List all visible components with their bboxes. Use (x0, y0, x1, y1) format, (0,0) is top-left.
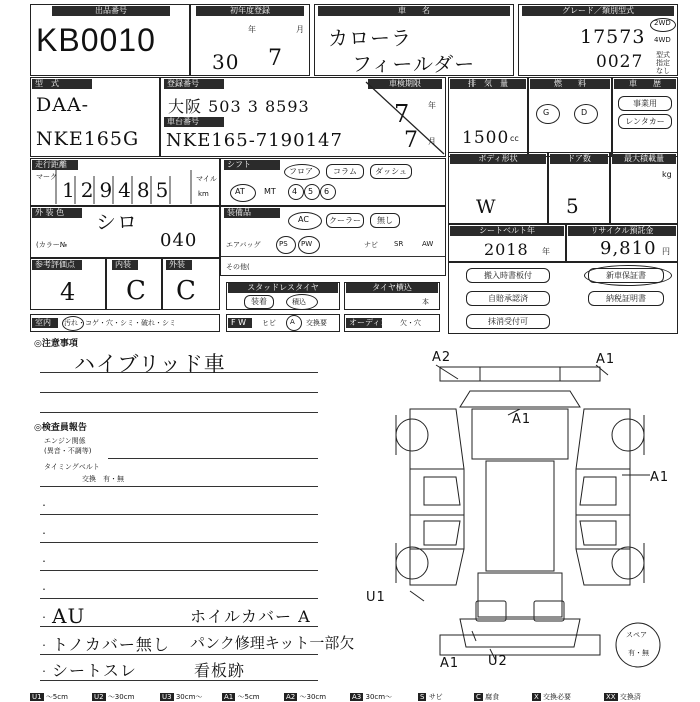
equip-cooler: クーラー (326, 213, 364, 228)
attention-line-1: ハイブリッド車 (74, 352, 226, 376)
doc-import: 搬入時書板付 (466, 268, 550, 283)
load-unit: kg (662, 170, 672, 179)
color-code: 040 (160, 230, 198, 251)
seatbelt-value: 2018 (484, 240, 529, 259)
inspection-year: 7 (394, 100, 411, 128)
mileage-unit-1: マイル (196, 175, 217, 183)
damage-u2-bottom: U2 (488, 654, 508, 669)
purpose-header: 車 歴 (614, 79, 676, 89)
grade-header: グレード／類別型式 (522, 6, 674, 16)
exterior-score-value: C (176, 276, 197, 306)
doc-new-warranty-circle (584, 265, 672, 286)
report-bullet-7: ・ (40, 667, 48, 676)
chassis-value: NKE165-7190147 (166, 130, 343, 151)
interior-notes: 汚れ・コゲ・穴・シミ・破れ・シミ (64, 319, 176, 327)
model-type-line-1: DAA- (36, 94, 90, 116)
damage-a1-roof: A1 (512, 412, 532, 427)
mileage-header: 走行距離 (32, 160, 78, 170)
report-line-1b: ホイルカバー A (190, 607, 311, 626)
shift-header: シフト (224, 160, 280, 170)
inspection-year-unit: 年 (428, 101, 436, 110)
equip-sr: SR (394, 240, 404, 248)
chassis-header: 車台番号 (164, 117, 224, 127)
exterior-score-header: 外装 (166, 260, 192, 270)
shift-floor: フロア (289, 167, 313, 176)
legend-c: C 腐食 (476, 693, 500, 701)
first-reg-month-unit: 月 (296, 25, 304, 34)
purpose-rental: レンタカー (618, 114, 672, 129)
equip-airbag: エアバッグ (226, 241, 261, 249)
purpose-commercial: 事業用 (618, 96, 672, 111)
inspection-month: 7 (404, 128, 419, 153)
shift-mt: MT (264, 187, 276, 196)
first-reg-month: 7 (268, 46, 283, 71)
report-bullet-1: ・ (40, 501, 48, 510)
report-rule-1 (40, 486, 318, 487)
displacement-value: 1500 (462, 128, 510, 148)
legend-u2: U2 ～30cm (94, 693, 135, 701)
doc-new-warranty: 新車保証書 (588, 268, 664, 283)
interior-notes-label: 室内 (32, 318, 58, 328)
fuel-g: G (543, 108, 550, 117)
studless-loaded: 積込 (292, 298, 306, 306)
lot-number-header: 出品番号 (52, 6, 170, 16)
interior-dirt-circle (62, 316, 84, 331)
report-line-1a: AU (52, 604, 86, 628)
spare-label: スペア (626, 631, 647, 639)
studless-equipped: 装着 (244, 295, 274, 309)
color-header: 外 装 色 (32, 208, 82, 218)
shift-5: 5 (308, 187, 314, 196)
inspector-header: ◎検査員報告 (34, 423, 87, 433)
color-code-label: (カラー№ (36, 241, 68, 249)
inspection-month-unit: 月 (428, 137, 436, 146)
shift-column: コラム (326, 164, 364, 179)
ref-score-header: 参考評価点 (32, 260, 82, 270)
doors-header: ドア数 (550, 154, 608, 164)
equip-ps: PS (279, 240, 288, 248)
recycle-unit: 円 (662, 247, 670, 256)
fuel-d: D (581, 108, 588, 117)
fw-a: A (290, 318, 295, 326)
report-line-2b: パンク修理キット一部欠 (190, 634, 355, 652)
color-value: シロ (96, 210, 138, 234)
report-rule-4 (40, 570, 318, 571)
grade-code-2: 0027 (596, 52, 644, 72)
legend-a1: A1 ～5cm (224, 693, 260, 701)
first-reg-header: 初年度登録 (196, 6, 304, 16)
legend-a2: A2 ～30cm (286, 693, 327, 701)
katashiki-label-2: 指定 (656, 59, 670, 67)
audio-label: オーディオ (346, 318, 382, 328)
legend-u3: U3 30cm～ (162, 693, 203, 701)
seatbelt-header: シートベルト年 (450, 226, 564, 236)
damage-a1-right: A1 (650, 470, 670, 485)
equip-other: その他( (226, 263, 250, 271)
ruibetsu-label-2: なし (656, 67, 670, 75)
body-value: W (476, 196, 497, 218)
drive-2wd: 2WD (654, 19, 671, 27)
damage-a2-top: A2 (432, 350, 452, 365)
report-bullet-6: ・ (40, 641, 48, 650)
model-name-line-2: フィールダー (352, 52, 476, 76)
first-reg-year: 30 (212, 50, 240, 74)
spare-value: 有・無 (628, 649, 649, 657)
lot-number: KB0010 (36, 22, 156, 58)
equip-aw: AW (422, 240, 434, 248)
report-rule-3 (40, 542, 318, 543)
legend-x: X 交換必要 (534, 693, 572, 701)
tire-header: タイヤ横込 (346, 283, 438, 293)
legend-u1: U1 ～5cm (32, 693, 68, 701)
doc-self-approval: 自賠承認済 (466, 291, 550, 306)
fw-label: F W (228, 318, 252, 328)
seatbelt-unit: 年 (542, 247, 550, 256)
tire-unit: 本 (422, 298, 429, 306)
report-bullet-5: ・ (40, 613, 48, 622)
equip-divider (221, 256, 445, 257)
fw-replace: 交換要 (306, 319, 327, 327)
studless-header: スタッドレスタイヤ (228, 283, 338, 293)
equipment-header: 装備品 (224, 208, 280, 218)
report-rule-0 (108, 458, 318, 459)
load-header: 最大積載量 (612, 154, 676, 164)
fw-notes: ヒビ (262, 319, 276, 327)
timing-label-1: タイミングベルト (44, 463, 100, 471)
katashiki-label-1: 型式 (656, 51, 670, 59)
drive-4wd: 4WD (654, 36, 671, 44)
legend-a3: A3 30cm～ (352, 693, 393, 701)
engine-label-1: エンジン関係 (44, 437, 86, 445)
equip-navi: ナビ (364, 241, 378, 249)
shift-dash: ダッシュ (370, 164, 412, 179)
attention-rule-3 (40, 412, 318, 413)
doc-deregistration: 抹消受付可 (466, 314, 550, 329)
fuel-header: 燃 料 (530, 79, 610, 89)
timing-label-2: 交換 有・無 (82, 475, 124, 483)
first-reg-year-unit: 年 (248, 25, 256, 34)
damage-a1-bottom: A1 (440, 656, 460, 671)
displacement-unit: cc (510, 134, 519, 143)
report-line-3a: シートスレ (52, 661, 137, 680)
engine-label-2: (異音・不調等) (44, 447, 92, 455)
shift-at: AT (235, 187, 245, 196)
model-name-line-1: カローラ (328, 26, 412, 50)
equip-none: 無し (370, 213, 400, 228)
report-line-3b: 看板跡 (194, 661, 246, 680)
mileage-digits: 129485 (62, 178, 175, 202)
mileage-unit-2: km (198, 190, 209, 198)
recycle-value: 9,810 (600, 238, 657, 259)
interior-score-header: 内装 (112, 260, 138, 270)
damage-u1-left: U1 (366, 590, 386, 605)
model-name-header: 車 名 (318, 6, 510, 16)
doors-value: 5 (566, 194, 580, 218)
inspection-strike-icon (364, 80, 446, 156)
audio-notes: 欠・穴 (400, 319, 421, 327)
plate-value: 大阪 503 3 8593 (168, 97, 310, 116)
report-bullet-2: ・ (40, 529, 48, 538)
report-line-2a: トノカバー無し (52, 635, 170, 654)
plate-header: 登録番号 (164, 79, 224, 89)
grade-code-1: 17573 (580, 26, 646, 48)
ref-score-value: 4 (60, 278, 77, 306)
equip-ac: AC (298, 215, 309, 224)
model-type-line-2: NKE165G (36, 128, 140, 150)
attention-header: ◎注意事項 (34, 339, 78, 349)
shift-6: 6 (324, 187, 330, 196)
mileage-mark: マーク (36, 173, 57, 181)
report-bullet-4: ・ (40, 585, 48, 594)
doc-tax-cert: 納税証明書 (588, 291, 664, 306)
equip-pw: PW (301, 240, 313, 248)
recycle-header: リサイクル預託金 (568, 226, 676, 236)
shift-4: 4 (292, 187, 298, 196)
body-header: ボディ形状 (450, 154, 546, 164)
legend-xx: XX 交換済 (606, 693, 641, 701)
damage-a1-top: A1 (596, 352, 616, 367)
model-type-header: 型 式 (32, 79, 92, 89)
attention-rule-2 (40, 392, 318, 393)
legend-s: S サビ (420, 693, 443, 701)
report-bullet-3: ・ (40, 557, 48, 566)
interior-score-value: C (126, 276, 147, 306)
inspection-header: 車検期限 (368, 79, 442, 89)
displacement-header: 排 気 量 (450, 79, 526, 89)
report-rule-2 (40, 514, 318, 515)
report-rule-5 (40, 598, 318, 599)
